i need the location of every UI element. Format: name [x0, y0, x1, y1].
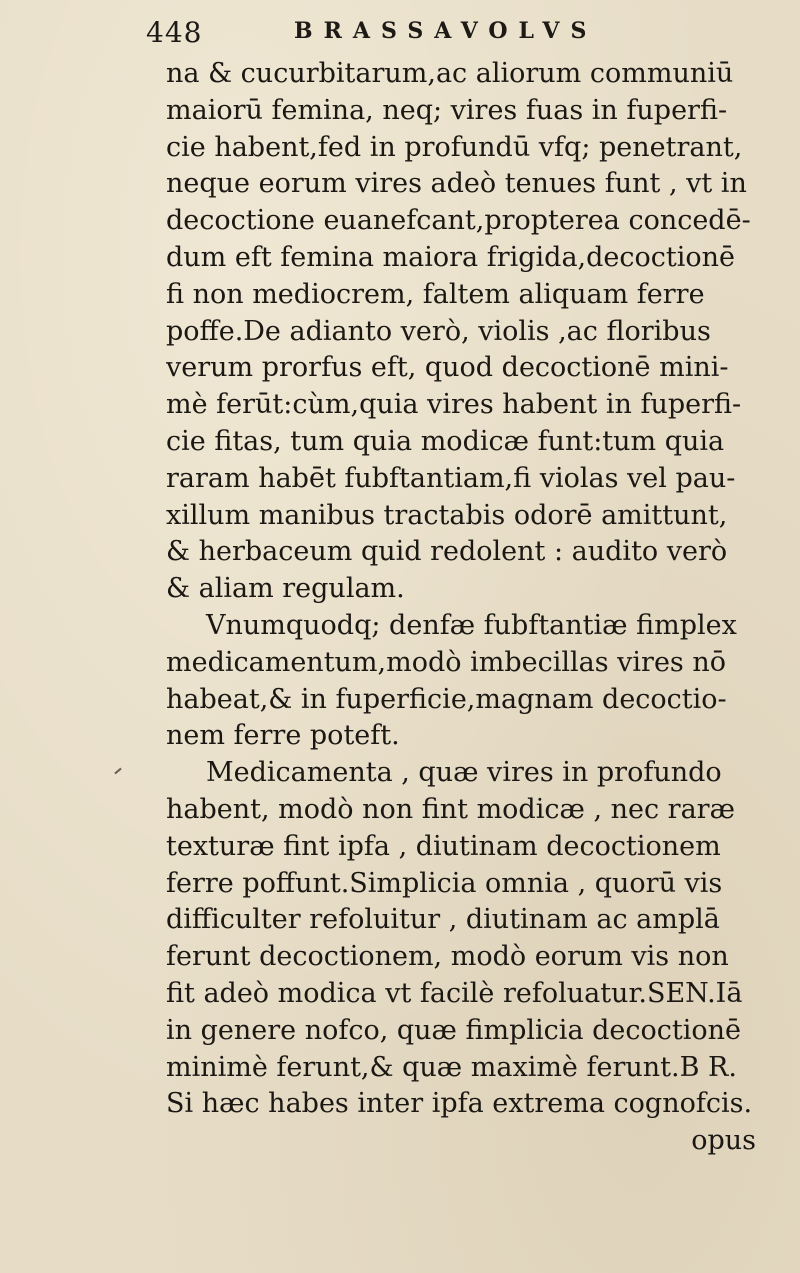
- text-line: nem ferre poteft.: [166, 720, 400, 752]
- text-line: mè ferūt:cùm,quia vires habent in fuperfi-: [166, 389, 742, 421]
- page-number: 448: [146, 16, 203, 49]
- text-line: poffe.De adianto verò, violis ,ac floribus: [166, 315, 711, 347]
- catchword-row: [166, 1123, 776, 1160]
- text-line: habent, modò non fint modicæ , nec raræ: [166, 793, 735, 825]
- text-line: Vnumquodq; denfæ fubftantiæ fimplex: [206, 609, 737, 641]
- margin-mark: [114, 768, 121, 775]
- text-line: cie fitas, tum quia modicæ funt:tum quia: [166, 425, 725, 457]
- text-line: difficulter refoluitur , diutinam ac amplā: [166, 904, 720, 936]
- text-line: medicamentum,modò imbecillas vires nō: [166, 646, 727, 678]
- text-line: dum eft femina maiora frigida,decoctionē: [166, 241, 736, 273]
- text-line: cie habent,fed in profundū vfq; penetrant,: [166, 131, 743, 163]
- text-line: texturæ fint ipfa , diutinam decoctionem: [166, 830, 721, 862]
- text-line: Si hæc habes inter ipfa extrema cognofcis.: [166, 1088, 753, 1120]
- text-line: minimè ferunt,& quæ maximè ferunt.B R.: [166, 1051, 737, 1083]
- text-line: decoctione euanefcant,propterea concedē-: [166, 205, 751, 237]
- text-line: ferre poffunt.Simplicia omnia , quorū vis: [166, 867, 723, 899]
- text-line: xillum manibus tractabis odorē amittunt,: [166, 499, 728, 531]
- text-line: & aliam regulam.: [166, 573, 405, 605]
- text-line: & herbaceum quid redolent : audito verò: [166, 536, 728, 568]
- text-line: habeat,& in fuperficie,magnam decoctio-: [166, 683, 727, 715]
- text-line: fi non mediocrem, faltem aliquam ferre: [166, 278, 705, 310]
- body-text: [166, 56, 776, 1160]
- text-line: in genere nofco, quæ fimplicia decoctionē: [166, 1014, 741, 1046]
- text-line: raram habēt fubftantiam,fi violas vel pau-: [166, 462, 736, 494]
- text-line: ferunt decoctionem, modò eorum vis non: [166, 941, 729, 973]
- text-line: neque eorum vires adeò tenues funt , vt in: [166, 168, 747, 200]
- text-line: verum prorfus eft, quod decoctionē mini-: [166, 352, 729, 384]
- text-line: na & cucurbitarum,ac aliorum communiū: [166, 58, 734, 89]
- text-line: fit adeò modica vt facilè refoluatur.SEN.Iā: [166, 977, 743, 1009]
- catchword: opus: [691, 1125, 756, 1157]
- page-header: [146, 14, 766, 54]
- running-head: BRASSAVOLVS: [294, 18, 598, 44]
- text-line: Medicamenta , quæ vires in profundo: [206, 757, 722, 789]
- text-line: maiorū femina, neq; vires fuas in fuperfi-: [166, 94, 728, 126]
